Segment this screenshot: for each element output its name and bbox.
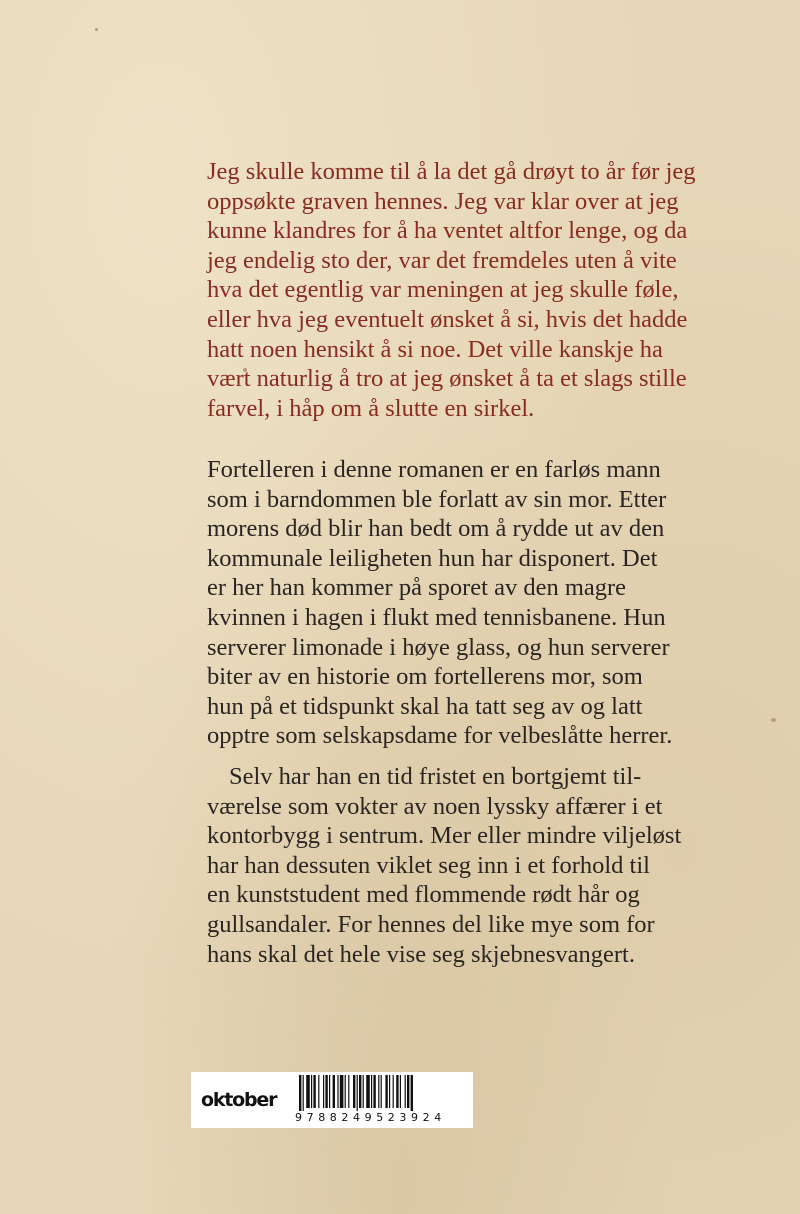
quote-line: kunne klandres for å ha ventet altfor lenge, og da — [207, 217, 688, 245]
barcode-bar — [396, 1075, 398, 1108]
paper-speck — [95, 28, 98, 31]
barcode-bar — [306, 1075, 310, 1108]
blurb-line: har han dessuten viklet seg inn i et forhold til — [207, 851, 650, 879]
blurb-line: hun på et tidspunkt skal ha tatt seg av og latt — [207, 692, 643, 720]
barcode-bar — [407, 1075, 409, 1108]
blurb-line: en kunststudent med flommende rødt hår og — [207, 881, 640, 909]
barcode-bar — [359, 1075, 361, 1108]
barcode-bar — [325, 1075, 327, 1108]
barcode-bar — [371, 1075, 372, 1108]
barcode-bar — [311, 1075, 312, 1108]
barcode-bar — [345, 1075, 346, 1108]
blurb-line: værelse som vokter av noen lyssky affærer i et — [207, 792, 663, 820]
quote-line: hatt noen hensikt å si noe. Det ville kanskje ha — [207, 335, 663, 363]
quote-line: jeg endelig sto der, var det fremdeles uten å vite — [207, 246, 677, 274]
barcode-bar — [313, 1075, 315, 1108]
blurb-line: Selv har han en tid fristet en bortgjemt til- — [229, 763, 642, 790]
blurb-line: morens død blir han bedt om å rydde ut av den — [207, 515, 665, 543]
quote-line: hva det egentlig var meningen at jeg skulle føle, — [207, 276, 679, 304]
barcode-bar — [405, 1075, 406, 1108]
quote-line: farvel, i håp om å slutte en sirkel. — [207, 394, 535, 422]
blurb-paragraph-2 — [207, 762, 727, 969]
barcode-bar — [373, 1075, 375, 1108]
blurb-line: er her han kommer på sporet av den magre — [207, 574, 627, 602]
isbn-first-digit: 9 — [295, 1111, 307, 1124]
blurb-line: gullsandaler. For hennes del like mye som for — [207, 910, 655, 938]
paper-speck — [771, 718, 776, 722]
barcode-bar — [366, 1075, 370, 1108]
excerpt-quote — [207, 157, 727, 423]
barcode-bar — [385, 1075, 387, 1108]
isbn-number: 788249523924 — [306, 1111, 446, 1124]
blurb-line: som i barndommen ble forlatt av sin mor. Etter — [207, 485, 667, 513]
blurb-line: Fortelleren i denne romanen er en farløs mann — [207, 456, 661, 483]
barcode-panel — [191, 1072, 473, 1128]
barcode-bar — [393, 1075, 394, 1108]
isbn-digits — [295, 1111, 465, 1124]
blurb-line: kvinnen i hagen i flukt med tennisbanene. Hun — [207, 603, 666, 631]
barcode-bar — [340, 1075, 344, 1108]
quote-line: vært naturlig å tro at jeg ønsket å ta et slags stille — [207, 365, 687, 393]
barcode-bar — [348, 1075, 349, 1108]
quote-line: Jeg skulle komme til å la det gå drøyt to år før jeg — [207, 158, 696, 185]
barcode-bar — [323, 1075, 324, 1108]
blurb-line: opptre som selskapsdame for velbeslåtte herrer. — [207, 722, 673, 750]
quote-line: eller hva jeg eventuelt ønsket å si, hvis det hadde — [207, 305, 688, 333]
barcode-bar — [411, 1075, 413, 1111]
barcode-bar — [357, 1075, 358, 1111]
barcode-bar — [329, 1075, 330, 1108]
quote-line: oppsøkte graven hennes. Jeg var klar over at jeg — [207, 187, 679, 215]
barcode-bar — [389, 1075, 390, 1108]
barcode-bar — [363, 1075, 364, 1108]
blurb-line: kommunale leiligheten hun har disponert. Det — [207, 544, 658, 572]
barcode-bar — [381, 1075, 382, 1108]
blurb-paragraph-1 — [207, 455, 727, 751]
blurb-line: serverer limonade i høye glass, og hun serverer — [207, 633, 670, 661]
blurb-line: biter av en historie om fortellerens mor, som — [207, 663, 643, 691]
barcode-bar — [318, 1075, 319, 1108]
barcode-bar — [378, 1075, 379, 1108]
barcode-bar — [303, 1075, 304, 1111]
barcode-bar — [333, 1075, 335, 1108]
barcode-bar — [400, 1075, 401, 1108]
publisher-logo: oktober — [201, 1089, 277, 1111]
blurb-line: hans skal det hele vise seg skjebnesvangert. — [207, 940, 635, 968]
barcode-bar — [299, 1075, 301, 1111]
barcode-bar — [337, 1075, 338, 1108]
barcode-bar — [353, 1075, 355, 1108]
blurb-line: kontorbygg i sentrum. Mer eller mindre viljeløst — [207, 822, 682, 850]
isbn-barcode — [299, 1075, 463, 1111]
